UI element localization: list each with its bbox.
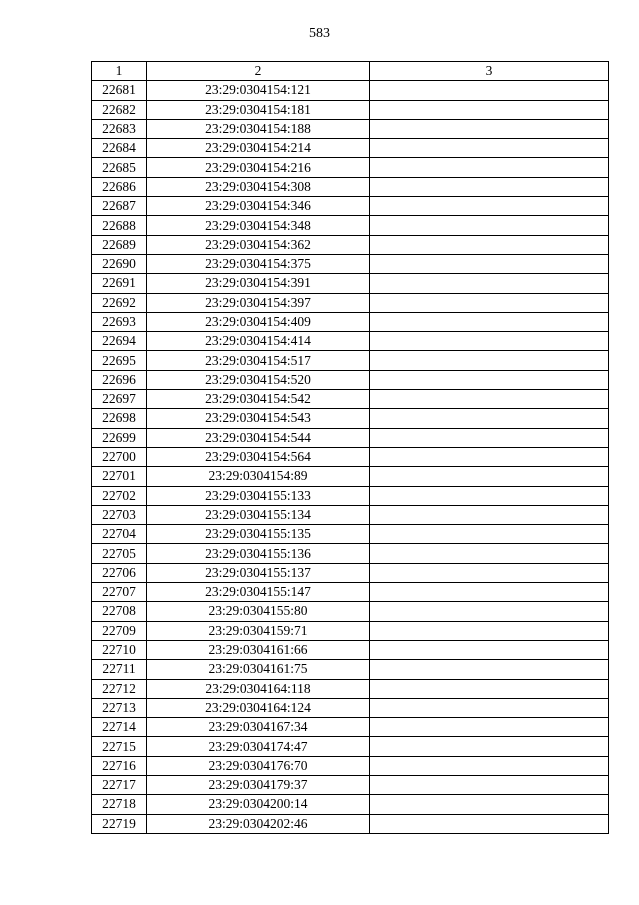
cadastral-number-cell: 23:29:0304154:308: [147, 177, 370, 196]
cadastral-number-cell: 23:29:0304154:564: [147, 447, 370, 466]
table-row: [92, 177, 609, 196]
cadastral-number-cell: 23:29:0304154:544: [147, 428, 370, 447]
note-cell: [370, 428, 609, 447]
row-number-cell: 22686: [92, 177, 147, 196]
table-row: [92, 81, 609, 100]
row-number-cell: 22695: [92, 351, 147, 370]
cadastral-number-cell: 23:29:0304159:71: [147, 621, 370, 640]
note-cell: [370, 409, 609, 428]
column-header-2: 2: [147, 62, 370, 81]
note-cell: [370, 660, 609, 679]
note-cell: [370, 679, 609, 698]
row-number-cell: 22710: [92, 640, 147, 659]
table-row: [92, 447, 609, 466]
row-number-cell: 22712: [92, 679, 147, 698]
table-row: [92, 583, 609, 602]
row-number-cell: 22705: [92, 544, 147, 563]
note-cell: [370, 274, 609, 293]
table-row: [92, 621, 609, 640]
row-number-cell: 22719: [92, 814, 147, 833]
cadastral-number-cell: 23:29:0304154:346: [147, 197, 370, 216]
table-row: [92, 814, 609, 833]
table-row: [92, 795, 609, 814]
row-number-cell: 22716: [92, 756, 147, 775]
table-row: [92, 486, 609, 505]
table-row: [92, 370, 609, 389]
cadastral-number-cell: 23:29:0304155:147: [147, 583, 370, 602]
row-number-cell: 22700: [92, 447, 147, 466]
row-number-cell: 22687: [92, 197, 147, 216]
cadastral-number-cell: 23:29:0304154:520: [147, 370, 370, 389]
row-number-cell: 22709: [92, 621, 147, 640]
column-header-3: 3: [370, 62, 609, 81]
row-number-cell: 22682: [92, 100, 147, 119]
note-cell: [370, 525, 609, 544]
row-number-cell: 22704: [92, 525, 147, 544]
table-row: [92, 139, 609, 158]
cadastral-number-cell: 23:29:0304154:542: [147, 390, 370, 409]
table-row: [92, 216, 609, 235]
cadastral-number-cell: 23:29:0304154:216: [147, 158, 370, 177]
note-cell: [370, 698, 609, 717]
row-number-cell: 22694: [92, 332, 147, 351]
cadastral-number-cell: 23:29:0304164:124: [147, 698, 370, 717]
table-row: [92, 274, 609, 293]
page-number: 583: [309, 26, 330, 41]
cadastral-number-cell: 23:29:0304155:133: [147, 486, 370, 505]
table-row: [92, 544, 609, 563]
row-number-cell: 22711: [92, 660, 147, 679]
table-header: [92, 62, 609, 81]
note-cell: [370, 447, 609, 466]
cadastral-number-cell: 23:29:0304155:137: [147, 563, 370, 582]
cadastral-number-cell: 23:29:0304164:118: [147, 679, 370, 698]
row-number-cell: 22685: [92, 158, 147, 177]
row-number-cell: 22698: [92, 409, 147, 428]
cadastral-number-cell: 23:29:0304161:75: [147, 660, 370, 679]
note-cell: [370, 756, 609, 775]
table-row: [92, 390, 609, 409]
table-row: [92, 428, 609, 447]
note-cell: [370, 332, 609, 351]
registry-table: [91, 61, 609, 834]
note-cell: [370, 640, 609, 659]
note-cell: [370, 100, 609, 119]
note-cell: [370, 737, 609, 756]
note-cell: [370, 390, 609, 409]
row-number-cell: 22706: [92, 563, 147, 582]
table-row: [92, 197, 609, 216]
note-cell: [370, 795, 609, 814]
table-body: [92, 81, 609, 834]
row-number-cell: 22696: [92, 370, 147, 389]
note-cell: [370, 814, 609, 833]
row-number-cell: 22684: [92, 139, 147, 158]
note-cell: [370, 467, 609, 486]
header-row: [92, 62, 609, 81]
note-cell: [370, 197, 609, 216]
row-number-cell: 22714: [92, 718, 147, 737]
table-row: [92, 235, 609, 254]
cadastral-number-cell: 23:29:0304154:517: [147, 351, 370, 370]
cadastral-number-cell: 23:29:0304174:47: [147, 737, 370, 756]
cadastral-number-cell: 23:29:0304154:89: [147, 467, 370, 486]
note-cell: [370, 177, 609, 196]
row-number-cell: 22715: [92, 737, 147, 756]
row-number-cell: 22701: [92, 467, 147, 486]
note-cell: [370, 312, 609, 331]
cadastral-number-cell: 23:29:0304179:37: [147, 775, 370, 794]
row-number-cell: 22691: [92, 274, 147, 293]
table-row: [92, 312, 609, 331]
table-row: [92, 467, 609, 486]
cadastral-number-cell: 23:29:0304154:181: [147, 100, 370, 119]
table-row: [92, 293, 609, 312]
cadastral-number-cell: 23:29:0304154:391: [147, 274, 370, 293]
table-row: [92, 119, 609, 138]
note-cell: [370, 293, 609, 312]
note-cell: [370, 351, 609, 370]
note-cell: [370, 486, 609, 505]
table-row: [92, 640, 609, 659]
cadastral-number-cell: 23:29:0304154:414: [147, 332, 370, 351]
cadastral-number-cell: 23:29:0304176:70: [147, 756, 370, 775]
cadastral-number-cell: 23:29:0304154:348: [147, 216, 370, 235]
table-row: [92, 351, 609, 370]
note-cell: [370, 158, 609, 177]
note-cell: [370, 235, 609, 254]
cadastral-number-cell: 23:29:0304202:46: [147, 814, 370, 833]
table-row: [92, 254, 609, 273]
row-number-cell: 22690: [92, 254, 147, 273]
note-cell: [370, 621, 609, 640]
note-cell: [370, 139, 609, 158]
cadastral-number-cell: 23:29:0304161:66: [147, 640, 370, 659]
cadastral-number-cell: 23:29:0304155:136: [147, 544, 370, 563]
row-number-cell: 22683: [92, 119, 147, 138]
note-cell: [370, 216, 609, 235]
table-row: [92, 679, 609, 698]
row-number-cell: 22702: [92, 486, 147, 505]
table-row: [92, 756, 609, 775]
table-row: [92, 505, 609, 524]
cadastral-number-cell: 23:29:0304154:397: [147, 293, 370, 312]
row-number-cell: 22718: [92, 795, 147, 814]
cadastral-number-cell: 23:29:0304154:362: [147, 235, 370, 254]
row-number-cell: 22703: [92, 505, 147, 524]
row-number-cell: 22707: [92, 583, 147, 602]
note-cell: [370, 775, 609, 794]
cadastral-number-cell: 23:29:0304154:543: [147, 409, 370, 428]
row-number-cell: 22708: [92, 602, 147, 621]
cadastral-number-cell: 23:29:0304155:135: [147, 525, 370, 544]
note-cell: [370, 254, 609, 273]
note-cell: [370, 718, 609, 737]
note-cell: [370, 583, 609, 602]
cadastral-number-cell: 23:29:0304154:409: [147, 312, 370, 331]
row-number-cell: 22692: [92, 293, 147, 312]
note-cell: [370, 544, 609, 563]
table-row: [92, 602, 609, 621]
table-row: [92, 525, 609, 544]
row-number-cell: 22713: [92, 698, 147, 717]
row-number-cell: 22681: [92, 81, 147, 100]
cadastral-number-cell: 23:29:0304154:188: [147, 119, 370, 138]
cadastral-number-cell: 23:29:0304154:121: [147, 81, 370, 100]
note-cell: [370, 505, 609, 524]
table-row: [92, 100, 609, 119]
table-row: [92, 660, 609, 679]
table-row: [92, 158, 609, 177]
row-number-cell: 22688: [92, 216, 147, 235]
note-cell: [370, 563, 609, 582]
table-row: [92, 718, 609, 737]
cadastral-number-cell: 23:29:0304154:214: [147, 139, 370, 158]
row-number-cell: 22697: [92, 390, 147, 409]
row-number-cell: 22693: [92, 312, 147, 331]
row-number-cell: 22699: [92, 428, 147, 447]
note-cell: [370, 119, 609, 138]
row-number-cell: 22689: [92, 235, 147, 254]
cadastral-number-cell: 23:29:0304155:134: [147, 505, 370, 524]
cadastral-number-cell: 23:29:0304155:80: [147, 602, 370, 621]
cadastral-number-cell: 23:29:0304167:34: [147, 718, 370, 737]
cadastral-number-cell: 23:29:0304200:14: [147, 795, 370, 814]
note-cell: [370, 602, 609, 621]
table-row: [92, 737, 609, 756]
row-number-cell: 22717: [92, 775, 147, 794]
note-cell: [370, 370, 609, 389]
column-header-1: 1: [92, 62, 147, 81]
table-row: [92, 563, 609, 582]
table-row: [92, 698, 609, 717]
cadastral-number-cell: 23:29:0304154:375: [147, 254, 370, 273]
table-row: [92, 409, 609, 428]
note-cell: [370, 81, 609, 100]
table-row: [92, 332, 609, 351]
table-row: [92, 775, 609, 794]
